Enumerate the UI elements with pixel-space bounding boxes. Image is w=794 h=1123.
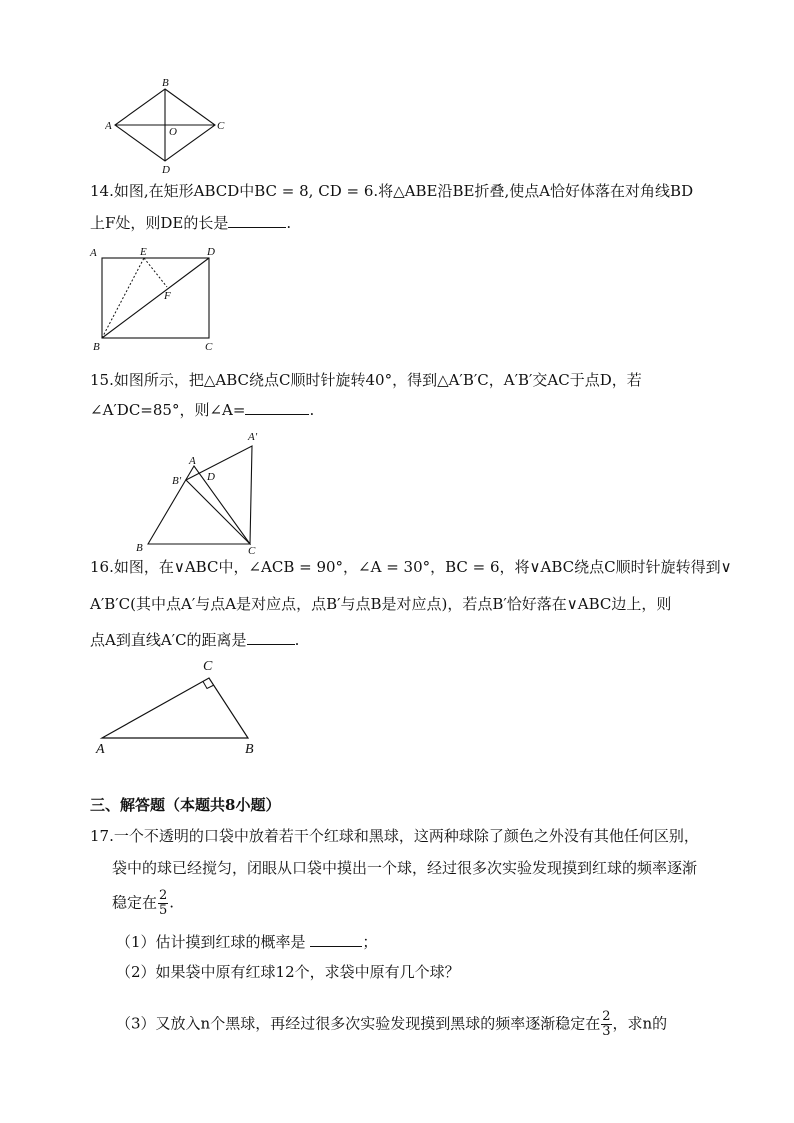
- q14-line1: 14.如图,在矩形ABCD中BC = 8, CD = 6.将△ABE沿BE折叠,使点A恰好体落在对角线BD: [90, 182, 694, 200]
- label-o: O: [169, 126, 177, 138]
- label-a: A: [90, 247, 97, 259]
- label-d: D: [162, 164, 170, 175]
- answer-blank-15: [245, 400, 309, 415]
- fraction-two-fifths: $\frac{2}{5}$: [159, 888, 168, 918]
- label-c: C: [205, 341, 213, 353]
- label-c: C: [203, 659, 213, 674]
- rotation-figure: [130, 428, 270, 558]
- label-b-prime: B′: [172, 475, 182, 487]
- fraction-two-thirds: $\frac{2}{3}$: [602, 1009, 611, 1039]
- q17-line2: 袋中的球已经搅匀，闭眼从口袋中摸出一个球，经过很多次实验发现摸到红球的频率逐渐: [112, 859, 698, 877]
- label-a: A: [189, 455, 196, 467]
- label-c: C: [248, 545, 256, 557]
- label-b: B: [245, 742, 254, 756]
- q14-line2-text: 上F处，则DE的长是: [90, 214, 229, 232]
- q17-sub1: [116, 932, 377, 952]
- q15-line2-text: ∠A′DC=85°，则∠A=: [90, 401, 246, 419]
- q17-line3-pre: 稳定在: [112, 893, 158, 912]
- label-c: C: [217, 120, 225, 132]
- q16-line1: 16.如图，在∨ABC中，∠ACB = 90°，∠A = 30°，BC = 6，将∨ABC绕点C顺时针旋转得到∨: [90, 558, 732, 576]
- q17-sub3-post: ，求n的: [612, 1014, 668, 1033]
- label-a: A: [105, 120, 112, 132]
- q16-line3-text: 点A到直线A′C的距离是: [90, 631, 247, 649]
- answer-blank-16: [247, 630, 295, 645]
- label-d: D: [207, 471, 215, 483]
- q15-line2: [90, 400, 314, 420]
- q16-line3-end: .: [294, 631, 300, 649]
- label-d: D: [207, 246, 215, 258]
- q17-sub2: （2）如果袋中原有红球12个，求袋中原有几个球？: [116, 963, 460, 981]
- q16-line3: [90, 630, 299, 650]
- label-f: F: [164, 290, 171, 302]
- answer-blank-14: [228, 213, 286, 228]
- q17-sub1-end: ；: [362, 933, 378, 951]
- label-b: B: [162, 77, 169, 89]
- q15-line2-end: .: [309, 401, 315, 419]
- q17-sub1-text: （1）估计摸到红球的概率是: [116, 933, 306, 951]
- answer-blank-17-1: [310, 932, 362, 947]
- section-heading: 三、解答题（本题共8小题）: [90, 796, 281, 814]
- label-a: A: [96, 742, 105, 756]
- q16-line2: A′B′C(其中点A′与点A是对应点，点B′与点B是对应点)，若点B′恰好落在∨ABC边上，则: [90, 595, 672, 613]
- q17-line3: [112, 889, 174, 918]
- q17-sub3-pre: （3）又放入n个黑球，再经过很多次实验发现摸到黑球的频率逐渐稳定在: [116, 1014, 601, 1033]
- rhombus-figure: [105, 75, 235, 175]
- rectangle-figure: [88, 244, 228, 354]
- right-triangle-figure: [88, 652, 268, 756]
- q17-line1: 17.一个不透明的口袋中放着若干个红球和黑球，这两种球除了颜色之外没有其他任何区别，: [90, 827, 699, 845]
- label-b: B: [136, 542, 143, 554]
- q15-line1: 15.如图所示，把△ABC绕点C顺时针旋转40°，得到△A′B′C，A′B′交AC于点D，若: [90, 371, 642, 389]
- label-a-prime: A′: [248, 431, 258, 443]
- label-b: B: [93, 341, 100, 353]
- q14-line2: [90, 213, 291, 233]
- q17-line3-post: .: [169, 893, 175, 912]
- label-e: E: [140, 246, 147, 258]
- q14-line2-end: .: [286, 214, 292, 232]
- q17-sub3: [116, 1010, 667, 1039]
